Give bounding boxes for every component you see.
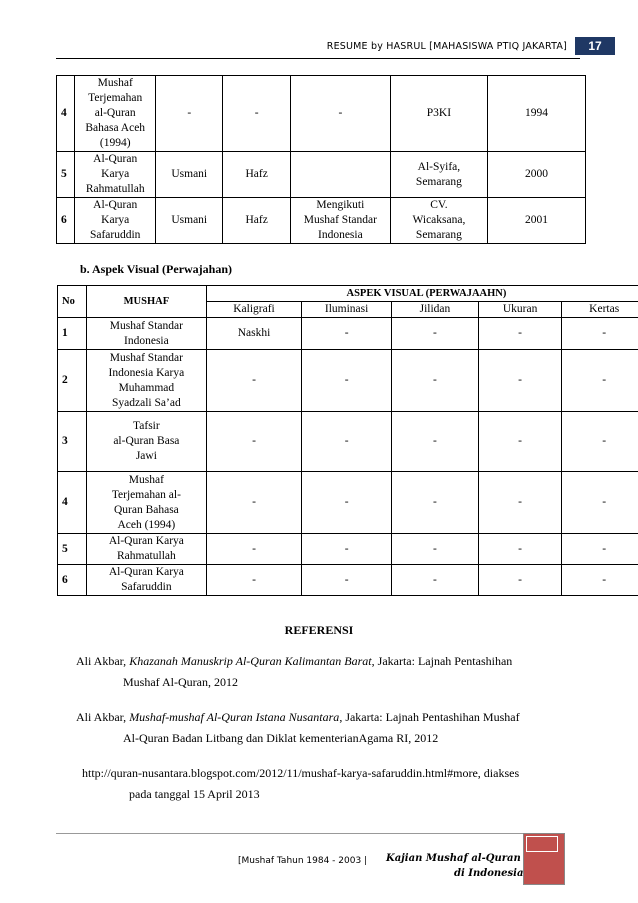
cell-line: Mushaf xyxy=(97,77,133,89)
footer-box-inner xyxy=(526,836,558,852)
mushaf-name xyxy=(86,412,206,472)
year-cell: 1994 xyxy=(487,76,585,152)
aspect-value: - xyxy=(562,472,638,534)
aspect-value: - xyxy=(302,318,392,350)
aspect-value: - xyxy=(206,472,301,534)
cell-line: Rahmatullah xyxy=(85,183,145,195)
cell-line: Syadzali Sa’ad xyxy=(112,396,181,409)
cell-line: Al-Quran Karya xyxy=(108,535,184,547)
cell-line: Mengikuti xyxy=(316,199,365,211)
cell-line: al-Quran Basa xyxy=(113,435,180,447)
mushaf-name xyxy=(75,76,156,152)
reference-entry xyxy=(76,763,576,805)
reference-entry xyxy=(76,707,576,749)
aspect-value: - xyxy=(302,472,392,534)
cell-line: Indonesia xyxy=(124,334,169,347)
table-row xyxy=(58,472,638,534)
cell-line: Bahasa Aceh xyxy=(85,122,146,134)
cell-line: Indonesia xyxy=(318,229,363,241)
year-cell: 2000 xyxy=(487,152,585,198)
cell-line: Karya xyxy=(101,214,130,226)
cell-line: Al-Quran xyxy=(93,199,138,211)
aspect-value: - xyxy=(206,412,301,472)
aspect-value: - xyxy=(478,534,562,565)
footer-left: [Mushaf Tahun 1984 - 2003 | xyxy=(238,856,368,866)
cell-line: Muhammad xyxy=(118,381,175,394)
cell-line: Wicaksana, xyxy=(412,214,466,226)
qiraat-cell: - xyxy=(223,76,290,152)
mushaf-table-continued xyxy=(56,75,586,244)
aspect-value: - xyxy=(302,350,392,412)
aspect-value: - xyxy=(392,318,479,350)
group-header: ASPEK VISUAL (PERWAJAAHN) xyxy=(206,286,638,302)
aspect-value: - xyxy=(478,472,562,534)
table-row xyxy=(57,152,586,198)
cell-line: - xyxy=(338,107,343,119)
qiraat-cell: Hafz xyxy=(223,198,290,244)
reference-entry xyxy=(76,651,576,693)
aspect-value: - xyxy=(562,565,638,596)
reference-title: Khazanah Manuskrip Al-Quran Kalimantan Barat xyxy=(129,654,372,668)
script-cell: Usmani xyxy=(156,152,223,198)
col-no-header: No xyxy=(58,286,87,318)
cell-line: Al-Syifa, xyxy=(417,160,461,173)
row-number: 1 xyxy=(58,318,87,350)
cell-line: P3KI xyxy=(426,107,452,119)
table-row xyxy=(58,318,638,350)
mushaf-name xyxy=(86,565,206,596)
aspect-value: - xyxy=(206,565,301,596)
row-number: 2 xyxy=(58,350,87,412)
script-cell: Usmani xyxy=(156,198,223,244)
subheader-kertas: Kertas xyxy=(562,302,638,318)
subheader-kaligrafi: Kaligrafi xyxy=(206,302,301,318)
mushaf-name xyxy=(86,472,206,534)
standard-cell xyxy=(290,76,390,152)
cell-line: al-Quran xyxy=(94,107,136,119)
col-mushaf-header: MUSHAF xyxy=(86,286,206,318)
reference-continuation: pada tanggal 15 April 2013 xyxy=(129,787,260,801)
mushaf-name xyxy=(75,198,156,244)
publisher-cell xyxy=(390,198,487,244)
aspect-value: Naskhi xyxy=(206,318,301,350)
aspect-value: - xyxy=(562,350,638,412)
aspect-value: - xyxy=(392,412,479,472)
header-rule xyxy=(56,58,580,59)
table-row xyxy=(58,534,638,565)
cell-line: Rahmatullah xyxy=(116,550,176,562)
publisher-cell xyxy=(390,152,487,198)
subheader-ukuran: Ukuran xyxy=(478,302,562,318)
aspect-value: - xyxy=(478,565,562,596)
cell-line: Al-Quran Karya xyxy=(108,566,184,578)
aspect-value: - xyxy=(302,565,392,596)
cell-line: (1994) xyxy=(99,137,131,149)
aspect-value: - xyxy=(302,412,392,472)
script-cell: - xyxy=(156,76,223,152)
aspect-value: - xyxy=(302,534,392,565)
cell-line: Terjemahan al- xyxy=(111,488,181,501)
aspect-value: - xyxy=(562,534,638,565)
cell-line: Jawi xyxy=(135,450,157,462)
cell-line: Safaruddin xyxy=(121,581,172,593)
mushaf-name xyxy=(86,318,206,350)
reference-continuation: Al-Quran Badan Litbang dan Diklat kementerianAgama RI, 2012 xyxy=(123,731,439,745)
cell-line: Tafsir xyxy=(133,420,160,432)
aspect-value: - xyxy=(392,472,479,534)
row-number: 3 xyxy=(58,412,87,472)
cell-line: Karya xyxy=(101,168,130,180)
reference-author: Ali Akbar, xyxy=(76,710,130,724)
table-row xyxy=(58,412,638,472)
mushaf-name xyxy=(86,350,206,412)
aspect-value: - xyxy=(562,318,638,350)
cell-line: Terjemahan xyxy=(88,92,143,104)
page-number: 17 xyxy=(575,37,615,55)
reference-publisher[interactable]: http://quran-nusantara.blogspot.com/2012/11/mushaf-karya-safaruddin.html#more, diakses xyxy=(82,766,520,780)
qiraat-cell: Hafz xyxy=(223,152,290,198)
row-number: 5 xyxy=(57,152,75,198)
aspect-value: - xyxy=(392,350,479,412)
row-number: 4 xyxy=(57,76,75,152)
cell-line: Indonesia Karya xyxy=(108,366,185,379)
cell-line: Aceh (1994) xyxy=(117,518,176,531)
aspect-value: - xyxy=(206,534,301,565)
reference-publisher: , Jakarta: Lajnah Pentashihan Mushaf xyxy=(339,710,520,724)
table-row xyxy=(58,565,638,596)
aspect-value: - xyxy=(478,318,562,350)
references-list xyxy=(76,651,576,819)
row-number: 6 xyxy=(57,198,75,244)
standard-cell xyxy=(290,198,390,244)
references-title: REFERENSI xyxy=(284,623,354,637)
subheader-iluminasi: Iluminasi xyxy=(302,302,392,318)
cell-line: CV. xyxy=(430,199,448,211)
footer-right-1: Kajian Mushaf al-Quran xyxy=(386,853,521,864)
reference-title: Mushaf-mushaf Al-Quran Istana Nusantara xyxy=(129,710,340,724)
aspect-value: - xyxy=(478,412,562,472)
cell-line: Semarang xyxy=(415,175,462,188)
publisher-cell xyxy=(390,76,487,152)
visual-aspect-table xyxy=(57,285,638,596)
reference-author: Ali Akbar, xyxy=(76,654,130,668)
reference-continuation: Mushaf Al-Quran, 2012 xyxy=(123,675,238,689)
footer-rule xyxy=(56,833,523,834)
footer-right-2: di Indonesia xyxy=(454,868,524,879)
cell-line: Mushaf Standar xyxy=(109,319,183,332)
cell-line: Mushaf Standar xyxy=(303,214,377,226)
cell-line: Mushaf Standar xyxy=(109,351,183,364)
table-row xyxy=(58,350,638,412)
running-title: RESUME by HASRUL [MAHASISWA PTIQ JAKARTA] xyxy=(326,41,567,52)
subheader-jilidan: Jilidan xyxy=(392,302,479,318)
section-b-title: b. Aspek Visual (Perwajahan) xyxy=(80,262,233,276)
row-number: 4 xyxy=(58,472,87,534)
table-row xyxy=(57,76,586,152)
reference-publisher: , Jakarta: Lajnah Pentashihan xyxy=(371,654,513,668)
row-number: 6 xyxy=(58,565,87,596)
mushaf-name xyxy=(86,534,206,565)
table-row xyxy=(57,198,586,244)
cell-line: Safaruddin xyxy=(89,229,141,241)
cell-line: Semarang xyxy=(415,229,462,241)
aspect-value: - xyxy=(392,565,479,596)
mushaf-name xyxy=(75,152,156,198)
aspect-value: - xyxy=(562,412,638,472)
cell-line: Mushaf xyxy=(128,473,164,486)
cell-line: Al-Quran xyxy=(93,153,138,165)
aspect-value: - xyxy=(392,534,479,565)
year-cell: 2001 xyxy=(487,198,585,244)
standard-cell xyxy=(290,152,390,198)
aspect-value: - xyxy=(478,350,562,412)
cell-line: Quran Bahasa xyxy=(113,503,179,516)
row-number: 5 xyxy=(58,534,87,565)
aspect-value: - xyxy=(206,350,301,412)
